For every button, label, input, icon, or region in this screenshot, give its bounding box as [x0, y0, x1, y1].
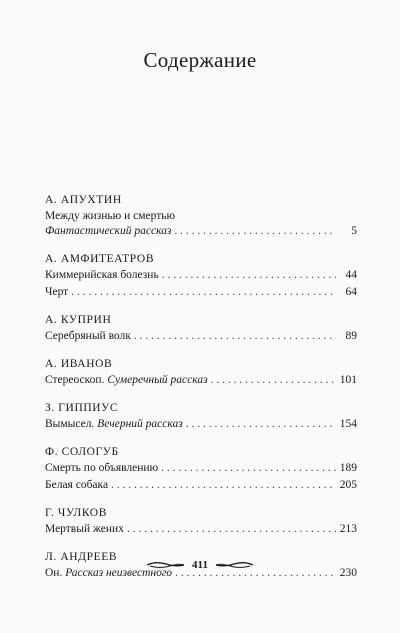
toc-entry — [45, 329, 357, 344]
dot-leader — [186, 417, 336, 432]
toc-entry-main-title: Смерть по объявлению — [45, 462, 159, 474]
toc-author: Ф. СОЛОГУБ — [45, 446, 119, 458]
dot-leader — [71, 285, 336, 300]
dot-leader — [134, 329, 336, 344]
dot-leader — [161, 461, 336, 476]
table-of-contents — [45, 194, 357, 583]
toc-entry-main-title: Он. — [45, 567, 63, 579]
toc-page-number: 230 — [339, 567, 357, 579]
toc-entry-subtitle: Фантастический рассказ — [45, 225, 172, 237]
toc-entry-subtitle: Сумеречный рассказ — [107, 374, 208, 386]
toc-author: Л. АНДРЕЕВ — [45, 551, 118, 563]
page-number: 411 — [192, 559, 208, 571]
toc-author: А. АПУХТИН — [45, 194, 122, 206]
toc-entry-subtitle: Вечерний рассказ — [97, 418, 183, 430]
toc-entry-title — [45, 329, 131, 344]
toc-entry-title — [45, 417, 183, 432]
toc-entry-main-title: Серебряный волк — [45, 330, 131, 342]
dot-leader — [211, 373, 336, 388]
toc-entry-main-title: Вымысел. — [45, 418, 95, 430]
toc-entry — [45, 478, 357, 493]
toc-entry — [45, 224, 357, 239]
toc-page-number: 89 — [345, 330, 357, 342]
toc-author: А. КУПРИН — [45, 314, 112, 326]
toc-entry — [45, 268, 357, 283]
toc-entry-title — [45, 373, 208, 388]
toc-entry-title — [45, 285, 68, 300]
dot-leader — [111, 478, 336, 493]
right-flourish-icon — [214, 560, 254, 570]
toc-page-number: 64 — [345, 286, 357, 298]
dot-leader — [127, 522, 336, 537]
left-flourish-icon — [146, 560, 186, 570]
toc-entry-title — [45, 478, 108, 493]
toc-entry-title — [45, 268, 159, 283]
toc-entry-title-line: Между жизнью и смертью — [45, 210, 176, 222]
toc-entry-title — [45, 224, 171, 239]
toc-entry-main-title: Стереоскоп. — [45, 374, 105, 386]
toc-page-number: 44 — [345, 269, 357, 281]
toc-page-number: 189 — [339, 462, 357, 474]
toc-author: Г. ЧУЛКОВ — [45, 507, 107, 519]
toc-author: А. ИВАНОВ — [45, 358, 113, 370]
toc-entry — [45, 522, 357, 537]
toc-page-number: 205 — [339, 479, 357, 491]
toc-entry-main-title: Мертвый жених — [45, 523, 124, 535]
toc-entry-main-title: Киммерийская болезнь — [45, 269, 159, 281]
toc-author: З. ГИППИУС — [45, 402, 119, 414]
toc-entry-main-title: Черт — [45, 286, 69, 298]
toc-entry-title — [45, 461, 158, 476]
toc-page-number: 101 — [339, 374, 357, 386]
toc-page-number: 154 — [339, 418, 357, 430]
toc-page-number: 5 — [351, 225, 357, 237]
toc-entry-title — [45, 522, 124, 537]
page-title: Содержание — [143, 48, 257, 72]
toc-entry — [45, 373, 357, 388]
dot-leader — [162, 268, 336, 283]
toc-entry — [45, 285, 357, 300]
toc-author: А. АМФИТЕАТРОВ — [45, 253, 155, 265]
dot-leader — [174, 224, 336, 239]
toc-entry — [45, 461, 357, 476]
toc-entry-subtitle: Рассказ неизвестного — [65, 567, 173, 579]
toc-entry-main-title: Белая собака — [45, 479, 109, 491]
toc-page-number: 213 — [339, 523, 357, 535]
page-number-footer — [0, 559, 400, 571]
toc-entry — [45, 417, 357, 432]
